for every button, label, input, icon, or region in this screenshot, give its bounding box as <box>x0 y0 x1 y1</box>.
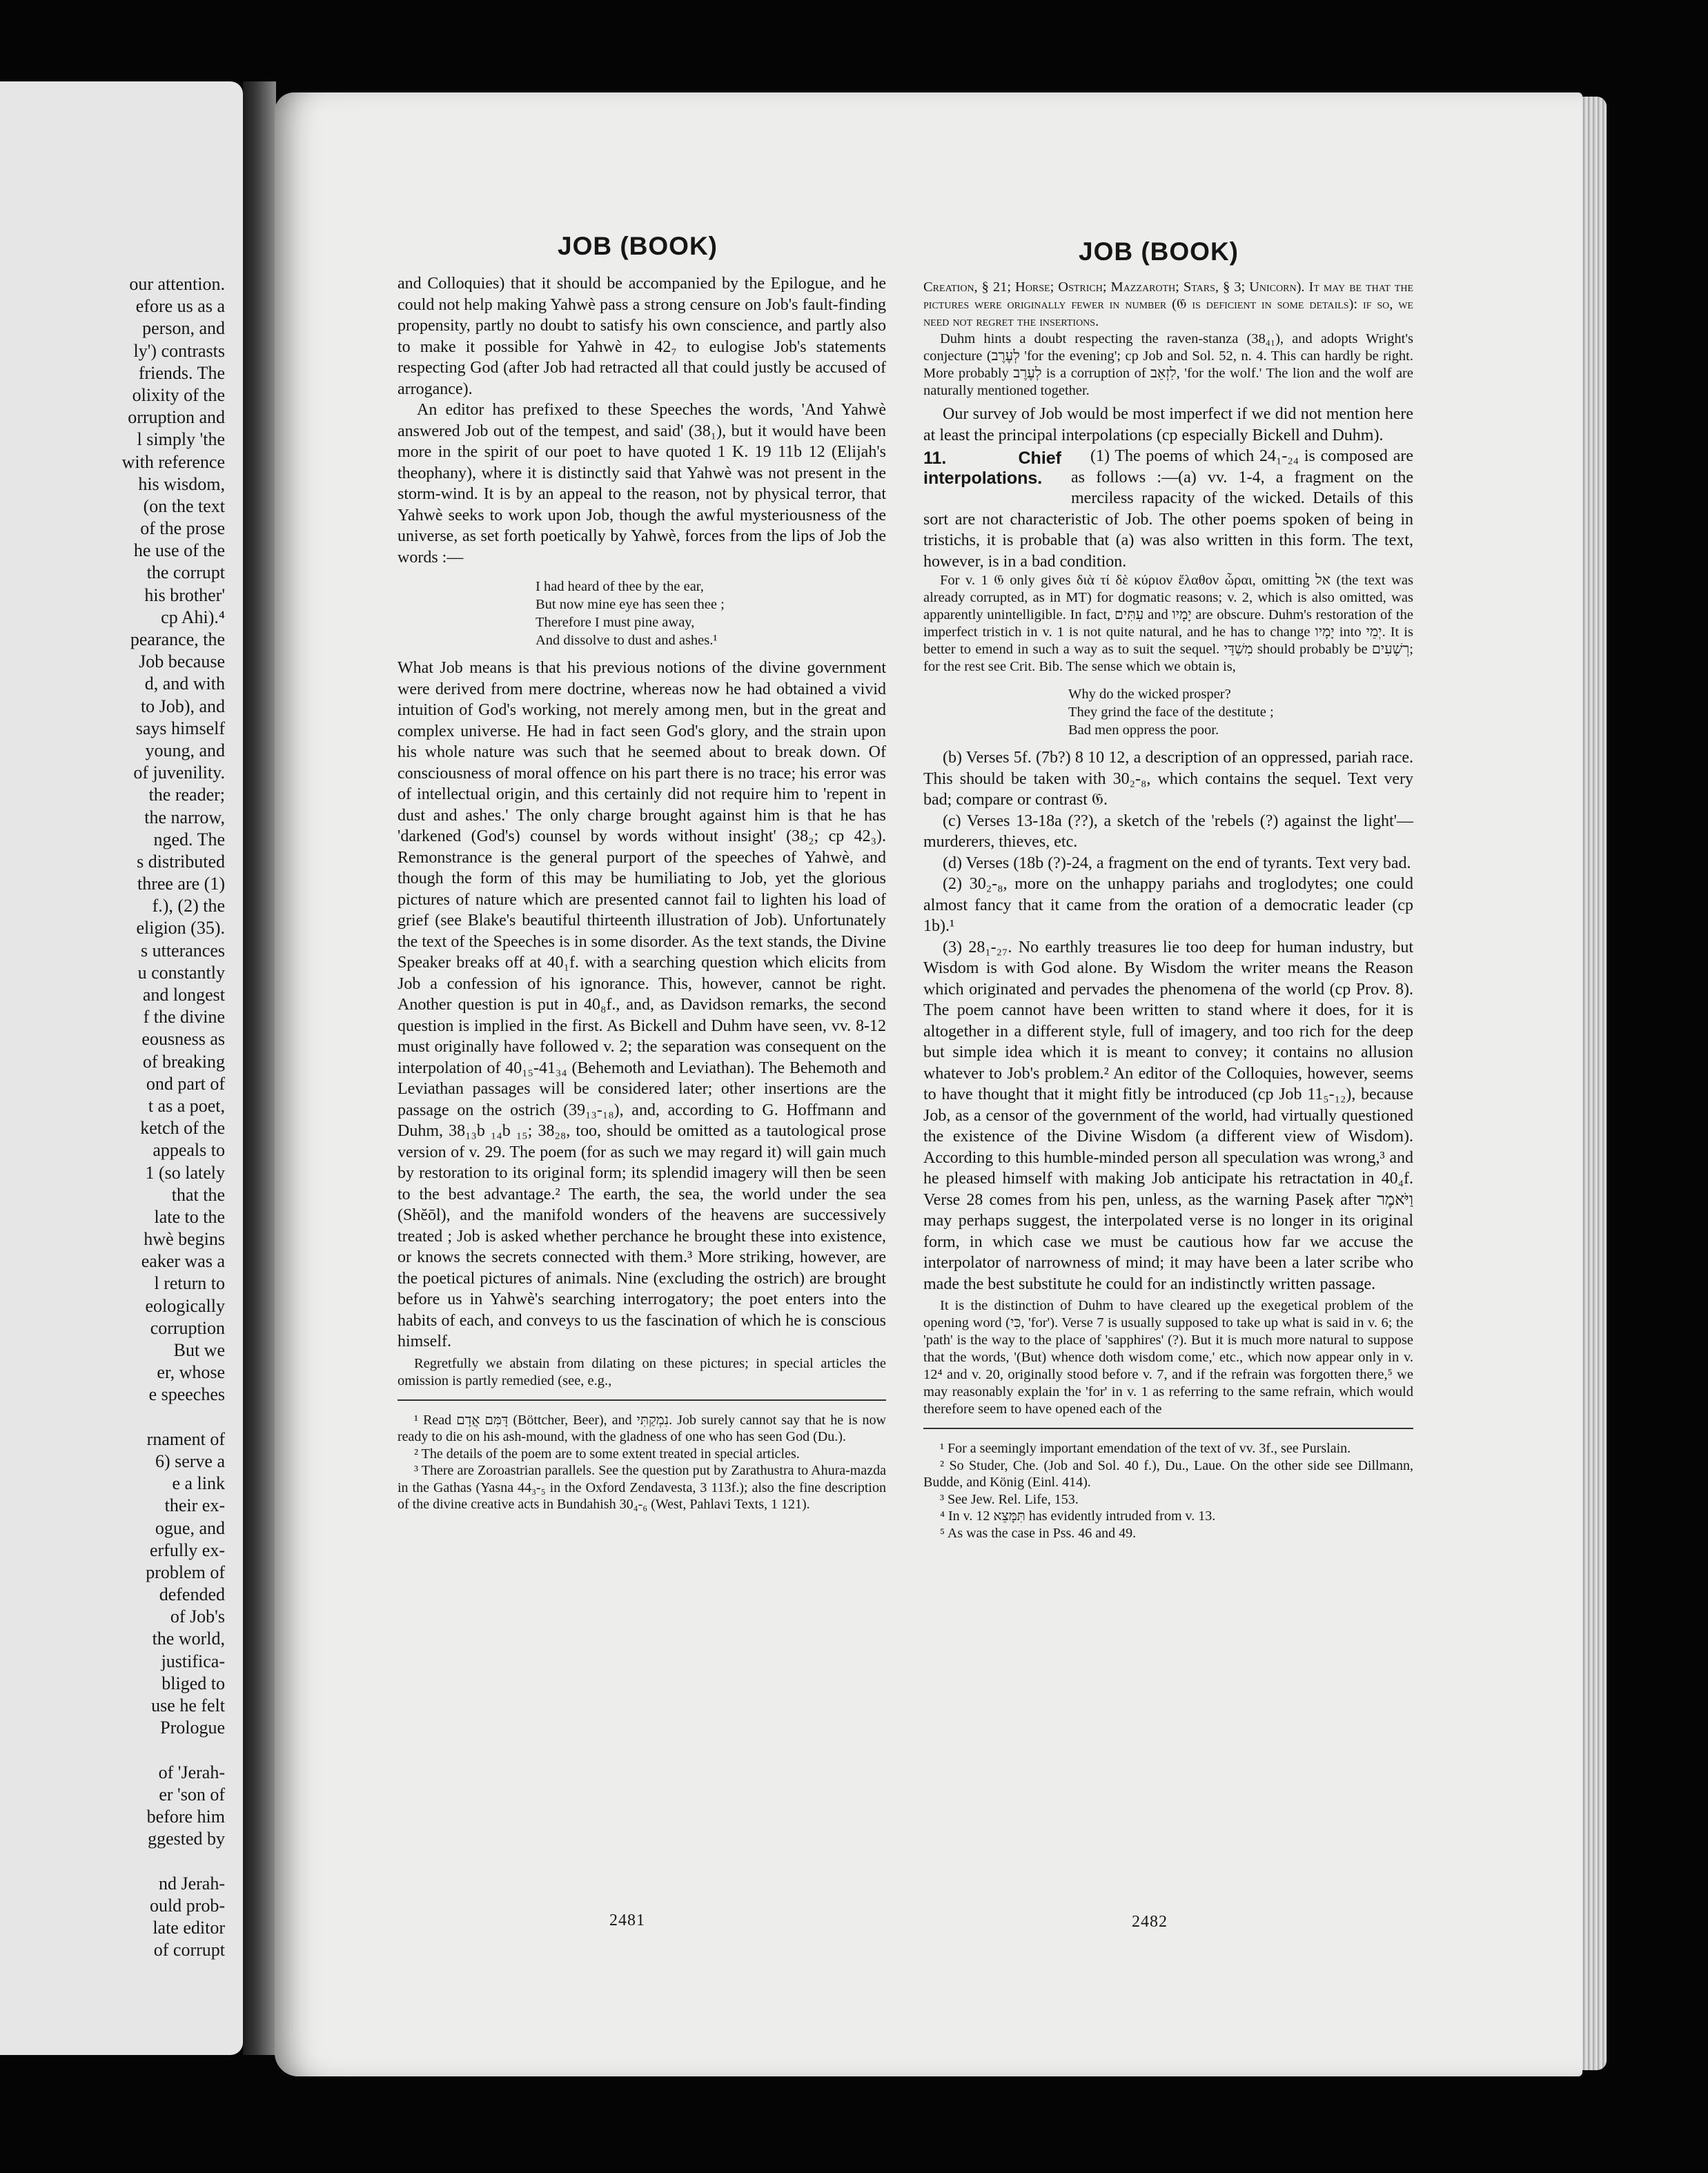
previous-page-line: friends. The <box>138 362 225 383</box>
previous-page-line <box>0 1406 225 1428</box>
left-verse-line: Therefore I must pine away, <box>536 615 695 630</box>
previous-page-line: l return to <box>154 1273 225 1294</box>
right-footnote-5: ⁵ As was the case in Pss. 46 and 49. <box>940 1525 1137 1541</box>
previous-page-line: use he felt <box>151 1695 225 1715</box>
right-note-1: Creation, § 21; Horse; Ostrich; Mazzaroth; Stars, § 3; Unicorn). It may be that the pictures were originally fewer in number (𝔊 is deficient in some details): if so, we need not regret the insertions. <box>923 279 1413 329</box>
previous-page-line: three are (1) <box>137 874 225 894</box>
left-paragraph-3: What Job means is that his previous notions of the divine government were derived from mere doctrine, whereas now he had obtained a vivid intuition of God's working, not merely among men, but in the great and complex universe. He had in fact seen God's glory, and the strain upon his whole nature was such that he seemed about to break down. Of consciousness of moral offence on his part there is no trace; his error was of intellectual origin, and this certainly did not require him to 'repent in dust and ashes.' The only charge brought against him is that he has 'darkened (God's) counsel by words without insight' (38₂; cp 42₃). Remonstrance is the general purport of the speeches of Yahwè, and though the form of this may be humiliating to Job, yet the glorious pictures of nature which are presented cannot fail to lighten his load of grief (see Blake's beautiful thirteenth illustration of Job). Unfortunately the text of the Speeches is in some disorder. As the text stands, the Divine Speaker breaks off at 40₁f. with a searching question which elicits from Job a confession of his ignorance. This, however, cannot be right. Another question is put in 40₈f., and, as Davidson remarks, the second question is implied in the first. As Bickell and Duhm have seen, vv. 8-12 must originally have followed v. 2; the separation was consequent on the interpolation of 40₁₅-41₃₄ (Behemoth and Leviathan). The Behemoth and Leviathan passages will be considered later; other insertions are the passage on the ostrich (39₁₃-₁₈), and, according to G. Hoffmann and Duhm, 38₁₃b ₁₄b ₁₅; 38₂₈, too, should be omitted as a tautological prose version of v. 29. The poem (for as such we may regard it) will gain much by restoration to its original form; its splendid imagery will then be seen to the best advantage.² The earth, the sea, the world under the sea (Shĕōl), and the manifold wonders of the heavens are successively treated ; Job is asked whether perchance he brought these into existence, or knows the secrets connected with them.³ More striking, however, are the poetical pictures of animals. Nine (excluding the ostrich) are brought before us in Yahwè's searching interrogatory; the poet enters into the habits of each, and conveys to us the fascination of which he is conscious himself. <box>397 659 886 1350</box>
previous-page-text <box>0 273 225 1961</box>
previous-page-line: u constantly <box>137 962 225 983</box>
previous-page-line: nged. The <box>153 829 225 849</box>
right-footnote-3: ³ See Jew. Rel. Life, 153. <box>940 1491 1079 1507</box>
previous-page <box>0 81 243 2055</box>
previous-page-line: er, whose <box>157 1362 225 1383</box>
previous-page-line: the world, <box>152 1629 225 1649</box>
right-paragraph-6: (2) 30₂-₈, more on the unhappy pariahs and troglodytes; one could almost fancy that it came from the oration of a democratic leader (cp 1b).¹ <box>923 875 1413 935</box>
previous-page-line: e a link <box>172 1473 225 1494</box>
left-verse-line: I had heard of thee by the ear, <box>536 579 704 594</box>
previous-page-line: of the prose <box>140 518 225 539</box>
previous-page-line: justifica- <box>161 1651 225 1671</box>
previous-page-line: to Job), and <box>140 696 225 716</box>
previous-page-line: defended <box>159 1584 225 1605</box>
left-paragraph-4: Regretfully we abstain from dilating on these pictures; in special articles the omission is partly remedied (see, e.g., <box>397 1355 886 1388</box>
previous-page-line: l simply 'the <box>137 429 225 450</box>
left-footnote-1: ¹ Read דָּמִּם אֲדָם (Böttcher, Beer), and נִמְקַתִּי. Job surely cannot say that he is now ready to die on his ash-mound, with the gladness of one who has seen God (Du.). <box>397 1412 886 1444</box>
right-verse-line: They grind the face of the destitute ; <box>1068 705 1274 720</box>
left-page-number: 2481 <box>609 1911 645 1929</box>
previous-page-line: f the divine <box>143 1007 225 1027</box>
previous-page-line: says himself <box>135 718 225 738</box>
left-footnote-rule <box>397 1399 886 1401</box>
previous-page-line: before him <box>146 1806 225 1827</box>
previous-page-line: problem of <box>146 1562 225 1582</box>
right-footnote-4: ⁴ In v. 12 תִּמָּצֵא has evidently intruded from v. 13. <box>940 1508 1216 1524</box>
previous-page-line: s utterances <box>140 940 225 961</box>
previous-page-line: eligion (35). <box>136 918 225 938</box>
previous-page-line: Prologue <box>160 1718 225 1738</box>
previous-page-line: corruption <box>150 1317 225 1338</box>
book-gutter <box>243 81 276 2055</box>
left-paragraph-1: and Colloquies) that it should be accompanied by the Epilogue, and he could not help making Yahwè pass a strong censure on Job's fault-finding propensity, partly no doubt to satisfy his own conscience, and partly also to make it possible for Yahwè in 42₇ to eulogise Job's statements respecting God (after Job had retracted all that could justly be accused of arrogance). <box>397 275 886 398</box>
previous-page-line: t as a poet, <box>148 1095 225 1116</box>
left-verse-line: But now mine eye has seen thee ; <box>536 597 725 612</box>
previous-page-line: he use of the <box>133 540 225 561</box>
previous-page-line: young, and <box>145 740 225 760</box>
right-footnote-rule <box>923 1428 1413 1429</box>
right-page-number: 2482 <box>1132 1913 1168 1931</box>
left-footnote-2: ² The details of the poem are to some extent treated in special articles. <box>414 1446 800 1462</box>
previous-page-line <box>0 1850 225 1872</box>
previous-page-line: cp Ahi).⁴ <box>161 607 225 627</box>
previous-page-line: the corrupt <box>146 562 225 583</box>
previous-page-line: orruption and <box>128 407 225 428</box>
previous-page-line: pearance, the <box>130 629 225 649</box>
left-verse-line: And dissolve to dust and ashes.¹ <box>536 633 718 648</box>
previous-page-line: late editor <box>153 1917 225 1938</box>
previous-page-line: d, and with <box>144 673 225 694</box>
previous-page-line: the narrow, <box>144 807 225 827</box>
previous-page-line: 6) serve a <box>155 1451 225 1471</box>
right-running-header: JOB (BOOK) <box>1079 237 1239 266</box>
previous-page-line: the reader; <box>148 785 225 805</box>
previous-page-line: eousness as <box>141 1029 225 1050</box>
previous-page-line: e speeches <box>148 1384 225 1405</box>
previous-page-line: s distributed <box>137 851 225 872</box>
right-paragraph-5: (d) Verses (18b (?)-24, a fragment on the end of tyrants. Text very bad. <box>943 854 1411 872</box>
right-small-notes-top <box>923 279 1413 400</box>
right-footnotes <box>923 1440 1413 1542</box>
previous-page-line: of corrupt <box>153 1940 225 1960</box>
previous-page-line: nd Jerah- <box>158 1873 225 1894</box>
previous-page-line: his brother' <box>144 584 225 605</box>
previous-page-line: rnament of <box>146 1428 225 1449</box>
right-paragraph-4: (c) Verses 13-18a (??), a sketch of the 'rebels (?) against the light'—murderers, thieves, etc. <box>923 812 1413 851</box>
left-paragraph-2: An editor has prefixed to these Speeches the words, 'And Yahwè answered Job out of the tempest, and said' (38₁), but it would have been more in the spirit of our poet to have quoted 1 K. 19 11b 12 (Elijah's theophany), where it is distinctly said that Yahwè was not present in the storm-wind. It is by an appeal to the reason, not by physical terror, that Yahwè seeks to work upon Job, though the awful mysteriousness of the universe, as set forth poetically by Yahwè, forces from the lips of Job the words :— <box>397 401 886 567</box>
previous-page-line: eaker was a <box>141 1251 225 1272</box>
previous-page-line: er 'son of <box>159 1784 225 1805</box>
right-note-3: For v. 1 𝔊 only gives διὰ τί δὲ κύριον ἔλαθον ὧραι, omitting אל (the text was already corrupted, as in MT) for dogmatic reasons; v. 2, which is also omitted, was apparently unintelligible. In fact, עִתִּים and יָמָיו are obscure. Duhm's restoration of the imperfect tristich in v. 1 is not quite natural, and he has to change יָמָיו into יְמֵי. It is better to emend in such a way as to suit the sequel. מִשַׁדַּי should probably be רְשָׁעִים; for the rest see Crit. Bib. The sense which we obtain is, <box>923 573 1413 674</box>
previous-page-line: hwè begins <box>144 1229 225 1250</box>
right-text-column <box>923 279 1413 1542</box>
previous-page-line: of juvenility. <box>133 763 225 783</box>
previous-page-line: ggested by <box>148 1829 225 1849</box>
right-verse <box>1068 685 1413 739</box>
previous-page-line: Job because <box>139 651 225 672</box>
left-verse <box>536 578 886 649</box>
previous-page-line: ly') contrasts <box>133 340 225 361</box>
previous-page-line: and longest <box>142 985 225 1005</box>
previous-page-line: person, and <box>142 318 225 339</box>
previous-page-line: ond part of <box>146 1073 225 1094</box>
previous-page-line: 1 (so lately <box>145 1162 225 1183</box>
right-note-2: Duhm hints a doubt respecting the raven-stanza (38₄₁), and adopts Wright's conjecture (לְעֶרֶב 'for the evening'; cp Job and Sol. 52, n. 4. This can hardly be right. More probably לְעֶרֶב is a corruption of לִזְאֵב, 'for the wolf.' The lion and the wolf are naturally mentioned together. <box>923 331 1413 398</box>
previous-page-line: appeals to <box>153 1140 225 1161</box>
previous-page-line: (on the text <box>143 495 225 516</box>
previous-page-line: efore us as a <box>135 296 225 317</box>
previous-page-line: ketch of the <box>140 1118 225 1139</box>
left-footnotes <box>397 1412 886 1513</box>
left-small-note <box>397 1355 886 1390</box>
left-text-column <box>397 273 886 1513</box>
previous-page-line: late to the <box>154 1206 225 1227</box>
previous-page-line: his wisdom, <box>138 473 225 494</box>
right-paragraph-3: (b) Verses 5f. (7b?) 8 10 12, a description of an oppressed, pariah race. This should be taken with 30₂-₈, which contains the sequel. Text very bad; compare or contrast 𝔊. <box>923 749 1413 809</box>
previous-page-line: f.), (2) the <box>152 896 225 916</box>
previous-page-line: our attention. <box>129 274 225 294</box>
previous-page-line: that the <box>171 1184 225 1205</box>
previous-page-line: olixity of the <box>132 384 225 405</box>
previous-page-line: eologically <box>145 1295 225 1316</box>
previous-page-line: erfully ex- <box>149 1540 225 1560</box>
previous-page-line: with reference <box>121 451 225 472</box>
right-small-note-greek <box>923 572 1413 676</box>
right-verse-line: Bad men oppress the poor. <box>1068 722 1219 738</box>
left-footnote-3: ³ There are Zoroastrian parallels. See the question put by Zarathustra to Ahura-mazda in the Gathas (Yasna 44₃-₅ in the Oxford Zendavesta, 3 113f.); also the fine description of the divine creative acts in Bundahish 30₄-₆ (West, Pahlavi Texts, 1 121). <box>397 1463 886 1512</box>
right-footnote-1: ¹ For a seemingly important emendation of the text of vv. 3f., see Purslain. <box>940 1441 1351 1456</box>
right-small-note-duhm <box>923 1297 1413 1418</box>
previous-page-line: But we <box>173 1340 225 1360</box>
previous-page-line: their ex- <box>164 1495 225 1516</box>
section-heading-chief-interpolations: 11. Chief interpolations. <box>923 449 1061 488</box>
previous-page-line <box>0 1739 225 1761</box>
previous-page-line: ould prob- <box>149 1895 225 1916</box>
current-page <box>275 92 1582 2076</box>
previous-page-line: of breaking <box>142 1051 225 1072</box>
right-note-4: It is the distinction of Duhm to have cleared up the exegetical problem of the opening word (כִּי, 'for'). Verse 7 is usually supposed to take up what is said in v. 6; the 'path' is the way to the place of 'sapphires' (?). But it is much more natural to suppose that the words, '(But) whence doth wisdom come,' etc., which now appear only in v. 12⁴ and v. 20, originally stood before v. 7, and if the refrain was forgotten there,⁵ we may reasonably explain the 'for' in v. 1 as referring to the same refrain, which would therefore seem to have opened each of the <box>923 1298 1413 1417</box>
right-footnote-2: ² So Studer, Che. (Job and Sol. 40 f.), Du., Laue. On the other side see Dillmann, Budde, and König (Einl. 414). <box>923 1457 1413 1490</box>
previous-page-line: ogue, and <box>155 1517 225 1538</box>
left-running-header: JOB (BOOK) <box>558 232 718 260</box>
previous-page-line: of Job's <box>170 1606 225 1627</box>
right-verse-line: Why do the wicked prosper? <box>1068 687 1231 702</box>
previous-page-line: of 'Jerah- <box>158 1762 225 1782</box>
right-paragraph-2: (1) The poems of which 24₁-₂₄ is composed are as follows :—(a) vv. 1-4, a fragment on the merciless rapacity of the wicked. Details of this sort are not characteristic of Job. The other poems spoken of being in tristichs, it is probable that (a) was also written in this form. The text, however, is in a bad condition. <box>923 447 1413 571</box>
previous-page-line: bliged to <box>161 1673 225 1693</box>
right-paragraph-1: Our survey of Job would be most imperfect if we did not mention here at least the principal interpolations (cp especially Bickell and Duhm). <box>923 405 1413 444</box>
right-paragraph-7: (3) 28₁-₂₇. No earthly treasures lie too deep for human industry, but Wisdom is with God alone. By Wisdom the writer means the Reason which originated and pervades the phenomena of the world (cp Prov. 8). The poem cannot have been written to stand where it does, for it is altogether in a different style, full of imagery, and too rich for the deep but simple idea which it is meant to convey; it contains no allusion whatever to Job's problem.² An editor of the Colloquies, however, seems to have thought that it might fitly be introduced (cp Job 11₅-₁₂), because Job, as a censor of the government of the world, had virtually questioned the existence of the Divine Wisdom (a different view of Wisdom). According to this humble-minded person all speculation was wrong,³ and he pleased himself with making Job anticipate his retractation in 40₄f. Verse 28 comes from his pen, unless, as the warning Paseḳ after וַיֹּאמֶר may perhaps suggest, the interpolated verse is no longer in its original form, in which case we must be cautious how far we accuse the interpolator of narrowness of mind; it may have been a later scribe who made the best substitute he could for an indistinctly written passage. <box>923 938 1413 1293</box>
